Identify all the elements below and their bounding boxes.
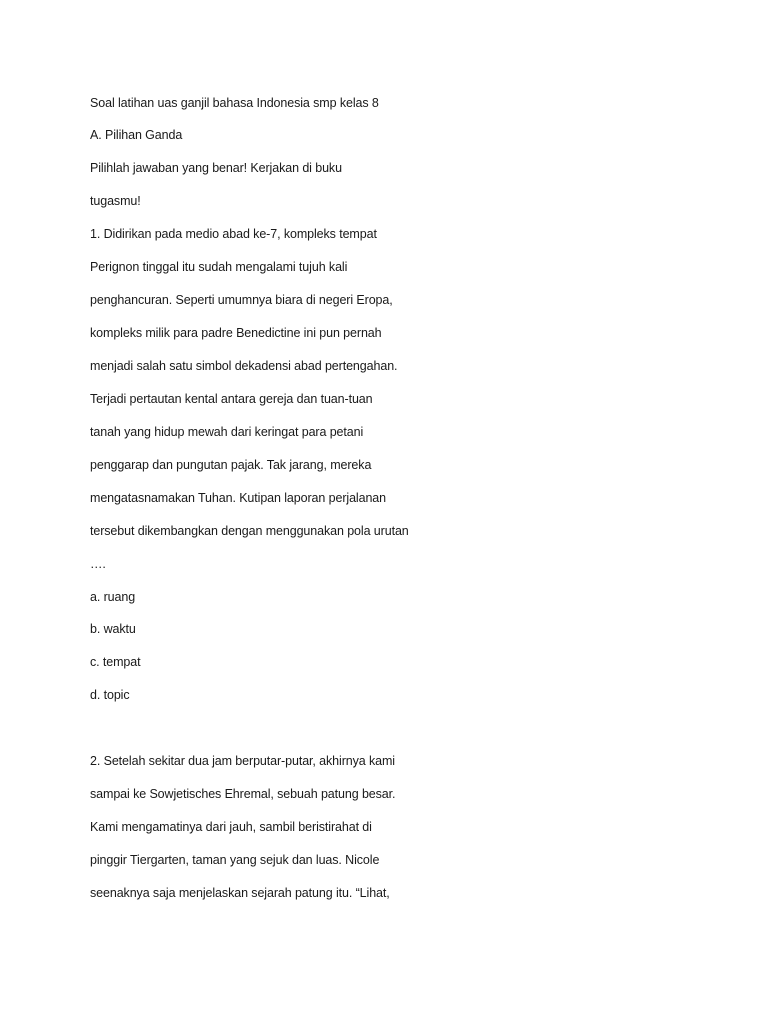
question-2-line: Kami mengamatinya dari jauh, sambil beristirahat di <box>90 820 372 834</box>
question-1-line: Perignon tinggal itu sudah mengalami tujuh kali <box>90 260 348 274</box>
question-1-line: Terjadi pertautan kental antara gereja dan tuan-tuan <box>90 392 373 406</box>
question-1-option-a: a. ruang <box>90 590 136 604</box>
document-title: Soal latihan uas ganjil bahasa Indonesia smp kelas 8 <box>90 96 379 110</box>
section-heading: A. Pilihan Ganda <box>90 128 183 142</box>
question-1-line: 1. Didirikan pada medio abad ke-7, kompleks tempat <box>90 227 377 241</box>
question-2-line: 2. Setelah sekitar dua jam berputar-putar, akhirnya kami <box>90 754 395 768</box>
question-1-line: tersebut dikembangkan dengan menggunakan pola urutan <box>90 524 409 538</box>
question-1-line: kompleks milik para padre Benedictine ini pun pernah <box>90 326 382 340</box>
question-1-option-d: d. topic <box>90 688 130 702</box>
question-2-line: seenaknya saja menjelaskan sejarah patung itu. “Lihat, <box>90 886 390 900</box>
question-1-ellipsis: …. <box>90 557 106 571</box>
question-1-line: menjadi salah satu simbol dekadensi abad pertengahan. <box>90 359 398 373</box>
question-2-line: pinggir Tiergarten, taman yang sejuk dan luas. Nicole <box>90 853 380 867</box>
question-1-line: tanah yang hidup mewah dari keringat para petani <box>90 425 364 439</box>
question-1-line: penggarap dan pungutan pajak. Tak jarang, mereka <box>90 458 372 472</box>
question-1-option-c: c. tempat <box>90 655 141 669</box>
instruction-line: tugasmu! <box>90 194 141 208</box>
question-1-line: mengatasnamakan Tuhan. Kutipan laporan perjalanan <box>90 491 387 505</box>
question-2-line: sampai ke Sowjetisches Ehremal, sebuah patung besar. <box>90 787 396 801</box>
instruction-line: Pilihlah jawaban yang benar! Kerjakan di buku <box>90 161 342 175</box>
question-1-line: penghancuran. Seperti umumnya biara di negeri Eropa, <box>90 293 393 307</box>
question-1-option-b: b. waktu <box>90 622 136 636</box>
